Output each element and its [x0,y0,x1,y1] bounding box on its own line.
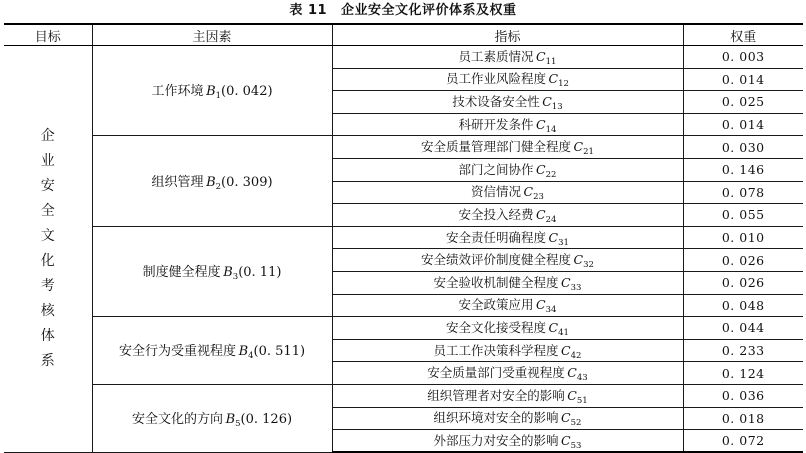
indicator-name: 安全投入经费 [458,206,534,222]
factor-cell [92,136,332,226]
indicator-name: 资信情况 [471,184,522,200]
weight-cell: 0. 010 [683,226,803,249]
header-weight: 权重 [683,24,803,46]
indicator-symbol: C [542,93,552,109]
indicator-name: 员工素质情况 [458,48,534,64]
indicator-cell [332,113,683,136]
weight-cell: 0. 018 [683,407,803,430]
factor-name: 安全文化的方向 [131,411,223,427]
factor-weight: (0. 11) [238,264,282,280]
indicator-subscript: 33 [570,282,582,293]
indicator-name: 部门之间协作 [458,161,534,177]
indicator-name: 安全文化接受程度 [446,319,547,335]
indicator-symbol: C [536,116,546,132]
table-number: 表 11 [289,3,328,18]
header-goal: 目标 [4,24,92,46]
weight-cell: 0. 036 [683,384,803,407]
indicator-subscript: 21 [583,147,594,158]
indicator-cell [332,407,683,430]
weight-cell: 0. 003 [683,46,803,69]
indicator-name: 安全验收机制健全程度 [433,274,559,290]
indicator-subscript: 42 [570,350,582,361]
indicator-symbol: C [567,387,577,403]
header-factor: 主因素 [92,24,332,46]
weight-cell: 0. 026 [683,249,803,272]
weight-cell: 0. 025 [683,91,803,114]
indicator-name: 外部压力对安全的影响 [433,432,559,448]
weight-cell: 0. 048 [683,294,803,317]
factor-symbol: B [223,264,233,280]
factor-subscript: 4 [248,351,254,362]
table-caption [0,2,806,20]
indicator-symbol: C [548,319,559,335]
weight-cell: 0. 072 [683,430,803,453]
indicator-subscript: 51 [576,395,588,406]
factor-subscript: 5 [235,418,241,429]
indicator-name: 安全绩效评价制度健全程度 [421,252,572,268]
factor-symbol: B [206,84,216,100]
indicator-symbol: C [561,410,571,426]
indicator-subscript: 12 [558,79,569,90]
weight-cell: 0. 055 [683,204,803,227]
factor-subscript: 2 [215,181,222,192]
evaluation-table [4,23,803,453]
factor-weight: (0. 309) [221,174,273,190]
table-row [4,46,803,69]
table-row [4,226,803,249]
indicator-subscript: 14 [545,124,557,135]
table-title: 企业安全文化评价体系及权重 [341,3,517,18]
factor-name: 制度健全程度 [142,264,221,280]
indicator-cell [332,294,683,317]
indicator-symbol: C [523,184,534,200]
indicator-subscript: 43 [576,373,588,384]
indicator-cell [332,339,683,362]
factor-cell [92,226,332,316]
table-row [4,136,803,159]
goal-cell [4,46,92,453]
indicator-cell [332,226,683,249]
weight-cell: 0. 124 [683,362,803,385]
weight-cell: 0. 044 [683,317,803,340]
goal-text: 企业安全文化考核体系 [40,127,55,369]
indicator-symbol: C [573,252,584,268]
indicator-name: 安全质量管理部门健全程度 [421,139,572,155]
indicator-cell [332,181,683,204]
factor-symbol: B [206,174,216,190]
indicator-subscript: 31 [558,237,569,248]
factor-cell [92,46,332,136]
weight-cell: 0. 146 [683,158,803,181]
indicator-cell [332,249,683,272]
indicator-name: 员工作业风险程度 [446,71,547,87]
factor-name: 工作环境 [151,84,204,100]
indicator-name: 安全政策应用 [458,297,534,313]
indicator-cell [332,384,683,407]
indicator-name: 员工工作决策科学程度 [433,342,559,358]
factor-weight: (0. 042) [221,84,273,100]
indicator-cell [332,158,683,181]
indicator-cell [332,271,683,294]
indicator-symbol: C [548,229,559,245]
indicator-name: 技术设备安全性 [452,93,540,109]
indicator-name: 安全责任明确程度 [446,229,547,245]
factor-cell [92,384,332,452]
indicator-name: 组织管理者对安全的影响 [427,387,565,403]
indicator-subscript: 41 [558,327,569,338]
factor-subscript: 3 [232,271,239,282]
indicator-symbol: C [536,48,546,64]
factor-name: 安全行为受重视程度 [118,344,236,360]
factor-name: 组织管理 [151,174,204,190]
indicator-name: 组织环境对安全的影响 [433,410,559,426]
table-body [4,46,803,453]
indicator-subscript: 53 [570,440,582,451]
indicator-symbol: C [561,274,571,290]
indicator-cell [332,136,683,159]
indicator-name: 科研开发条件 [458,116,534,132]
weight-cell: 0. 026 [683,271,803,294]
indicator-subscript: 24 [545,214,557,225]
weight-cell: 0. 233 [683,339,803,362]
indicator-symbol: C [536,161,546,177]
table-row [4,384,803,407]
indicator-name: 安全质量部门受重视程度 [427,365,565,381]
factor-cell [92,317,332,385]
indicator-symbol: C [573,139,584,155]
indicator-symbol: C [567,365,577,381]
weight-cell: 0. 014 [683,113,803,136]
indicator-symbol: C [536,297,546,313]
indicator-cell [332,46,683,69]
weight-cell: 0. 078 [683,181,803,204]
indicator-symbol: C [536,206,546,222]
indicator-subscript: 32 [583,260,594,271]
indicator-cell [332,430,683,453]
indicator-subscript: 13 [551,101,563,112]
header-indicator: 指标 [332,24,683,46]
indicator-symbol: C [548,71,559,87]
indicator-symbol: C [561,342,571,358]
indicator-subscript: 23 [533,192,544,203]
factor-subscript: 1 [215,91,222,102]
indicator-symbol: C [561,432,571,448]
weight-cell: 0. 014 [683,68,803,91]
indicator-cell [332,91,683,114]
factor-symbol: B [238,344,249,360]
indicator-cell [332,317,683,340]
indicator-subscript: 22 [545,169,557,180]
indicator-subscript: 52 [570,418,582,429]
weight-cell: 0. 030 [683,136,803,159]
indicator-cell [332,68,683,91]
indicator-subscript: 34 [545,305,557,316]
header-row [4,24,803,46]
indicator-subscript: 11 [545,56,557,67]
factor-weight: (0. 126) [240,411,293,427]
indicator-cell [332,204,683,227]
factor-symbol: B [225,411,236,427]
indicator-cell [332,362,683,385]
factor-weight: (0. 511) [253,344,306,360]
table-row [4,317,803,340]
